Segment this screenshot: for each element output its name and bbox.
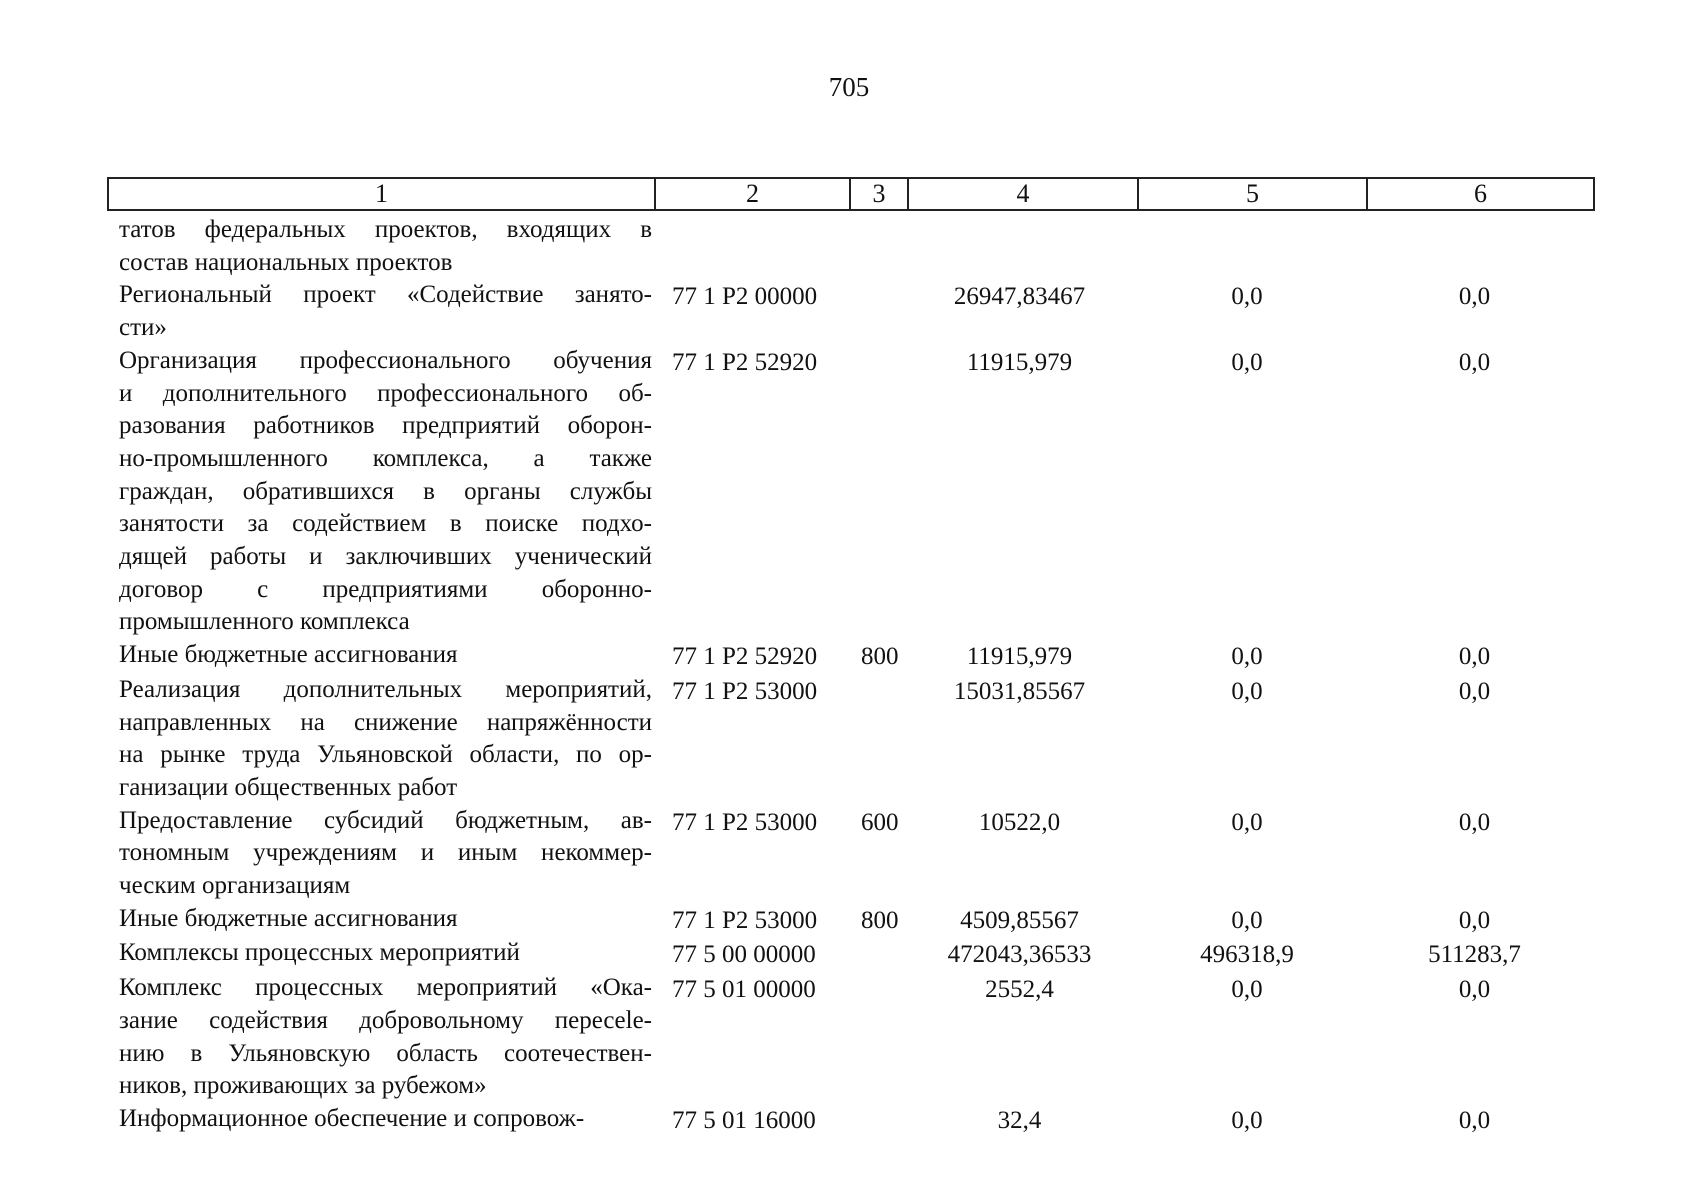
row-type (857, 1103, 907, 1138)
row-type: 600 (861, 808, 899, 836)
row-value-4: 10522,0 (978, 808, 1061, 836)
row-description (107, 639, 652, 674)
row-value-5: 0,0 (1231, 677, 1263, 705)
row-value-4: 2552,4 (985, 976, 1054, 1004)
row-description (107, 345, 652, 639)
description-line: состав национальных проектов (119, 248, 453, 276)
row-value-6: 511283,7 (1428, 941, 1521, 969)
row-code: 77 1 P2 52920 (672, 643, 818, 671)
table-row (107, 674, 1587, 805)
row-value-5: 0,0 (1231, 808, 1263, 836)
description-line: Реализация дополнительных мероприятий, (119, 675, 652, 703)
row-value-5: 0,0 (1231, 1106, 1263, 1134)
row-description (107, 1103, 652, 1138)
header-col-5: 5 (1137, 179, 1366, 209)
description-line: договор с предприятиями оборонно- (119, 575, 652, 603)
row-value-4: 26947,83467 (953, 283, 1086, 311)
description-line: ганизации общественных работ (119, 773, 458, 801)
description-line: зание содействия добровольному пересele- (119, 1006, 652, 1034)
description-line: ников, проживающих за рубежом» (119, 1072, 487, 1100)
table-body (107, 214, 1587, 1138)
description-line: тономным учреждениям и иным некоммер- (119, 839, 652, 867)
row-value-6: 0,0 (1458, 976, 1491, 1004)
description-line: Комплексы процессных мероприятий (119, 939, 520, 967)
description-line: Комплекс процессных мероприятий «Ока- (119, 974, 652, 1002)
row-description (107, 214, 652, 279)
table-row (107, 279, 1587, 344)
row-description (107, 674, 652, 805)
row-type: 800 (861, 643, 899, 671)
row-value-6: 0,0 (1458, 643, 1491, 671)
row-type (857, 279, 907, 344)
row-value-6 (1362, 214, 1587, 279)
description-line: граждан, обратившихся в органы службы (119, 477, 652, 505)
header-col-3: 3 (849, 179, 907, 209)
row-value-4: 472043,36533 (947, 941, 1092, 969)
row-code: 77 1 P2 53000 (672, 808, 818, 836)
row-code: 77 1 P2 00000 (672, 283, 818, 311)
row-description (107, 937, 652, 972)
description-line: направленных на снижение напряжённости (119, 708, 652, 736)
description-line: сти» (119, 314, 167, 342)
row-value-6: 0,0 (1458, 677, 1491, 705)
row-type (857, 345, 907, 639)
table-row (107, 972, 1587, 1103)
row-value-4: 32,4 (997, 1106, 1042, 1134)
row-code: 77 1 P2 52920 (672, 348, 818, 376)
row-description (107, 279, 652, 344)
description-line: Информационное обеспечение и сопровож- (119, 1104, 585, 1132)
table-row (107, 639, 1587, 674)
row-value-4: 15031,85567 (953, 677, 1086, 705)
description-line: Региональный проект «Содействие занято- (119, 281, 652, 309)
description-line: на рынке труда Ульяновской области, по ор- (119, 741, 652, 769)
row-value-5: 0,0 (1231, 643, 1263, 671)
row-type (857, 972, 907, 1103)
description-line: ческим организациям (119, 872, 351, 900)
row-code (652, 214, 857, 279)
row-value-5 (1132, 214, 1362, 279)
header-col-2: 2 (654, 179, 849, 209)
description-line: промышленного комплекса (119, 608, 410, 636)
row-type (857, 674, 907, 805)
description-line: Организация профессионального обучения (119, 346, 652, 374)
table-row (107, 937, 1587, 972)
row-type: 800 (861, 906, 899, 934)
row-description (107, 903, 652, 938)
row-value-4 (907, 214, 1132, 279)
row-value-6: 0,0 (1458, 283, 1491, 311)
table-row (107, 214, 1587, 279)
header-col-6: 6 (1366, 179, 1593, 209)
row-value-5: 0,0 (1231, 976, 1263, 1004)
row-code: 77 5 01 16000 (672, 1106, 816, 1134)
description-line: и дополнительного профессионального об- (119, 379, 652, 407)
description-line: разования работников предприятий оборон- (119, 412, 652, 440)
table-header (107, 177, 1595, 211)
row-value-4: 11915,979 (966, 643, 1073, 671)
row-description (107, 972, 652, 1103)
row-value-6: 0,0 (1458, 348, 1491, 376)
table-row (107, 345, 1587, 639)
description-line: татов федеральных проектов, входящих в (119, 216, 652, 243)
table-row (107, 903, 1587, 938)
description-line: Иные бюджетные ассигнования (119, 904, 458, 932)
row-value-5: 496318,9 (1200, 941, 1294, 969)
row-code: 77 5 00 00000 (672, 941, 816, 969)
description-line: нию в Ульяновскую область соотечествен- (119, 1039, 652, 1067)
description-line: занятости за содействием в поиске подхо- (119, 510, 652, 538)
row-description (107, 805, 652, 903)
row-value-5: 0,0 (1231, 283, 1263, 311)
row-value-6: 0,0 (1458, 906, 1491, 934)
row-type (857, 214, 907, 279)
row-code: 77 1 P2 53000 (672, 677, 818, 705)
row-value-6: 0,0 (1458, 1106, 1491, 1134)
row-value-5: 0,0 (1231, 906, 1263, 934)
row-value-5: 0,0 (1231, 348, 1263, 376)
description-line: Предоставление субсидий бюджетным, ав- (119, 806, 652, 834)
row-code: 77 1 P2 53000 (672, 906, 818, 934)
row-value-6: 0,0 (1458, 808, 1491, 836)
row-value-4: 11915,979 (966, 348, 1073, 376)
header-col-4: 4 (907, 179, 1137, 209)
row-type (857, 937, 907, 972)
description-line: но-промышленного комплекса, а также (119, 444, 652, 472)
table-row (107, 1103, 1587, 1138)
description-line: дящей работы и заключивших ученический (119, 543, 652, 571)
description-line: Иные бюджетные ассигнования (119, 641, 458, 669)
row-code: 77 5 01 00000 (672, 976, 816, 1004)
row-value-4: 4509,85567 (960, 906, 1079, 934)
header-col-1: 1 (375, 179, 388, 208)
table-row (107, 805, 1587, 903)
page-number: 705 (828, 72, 870, 102)
